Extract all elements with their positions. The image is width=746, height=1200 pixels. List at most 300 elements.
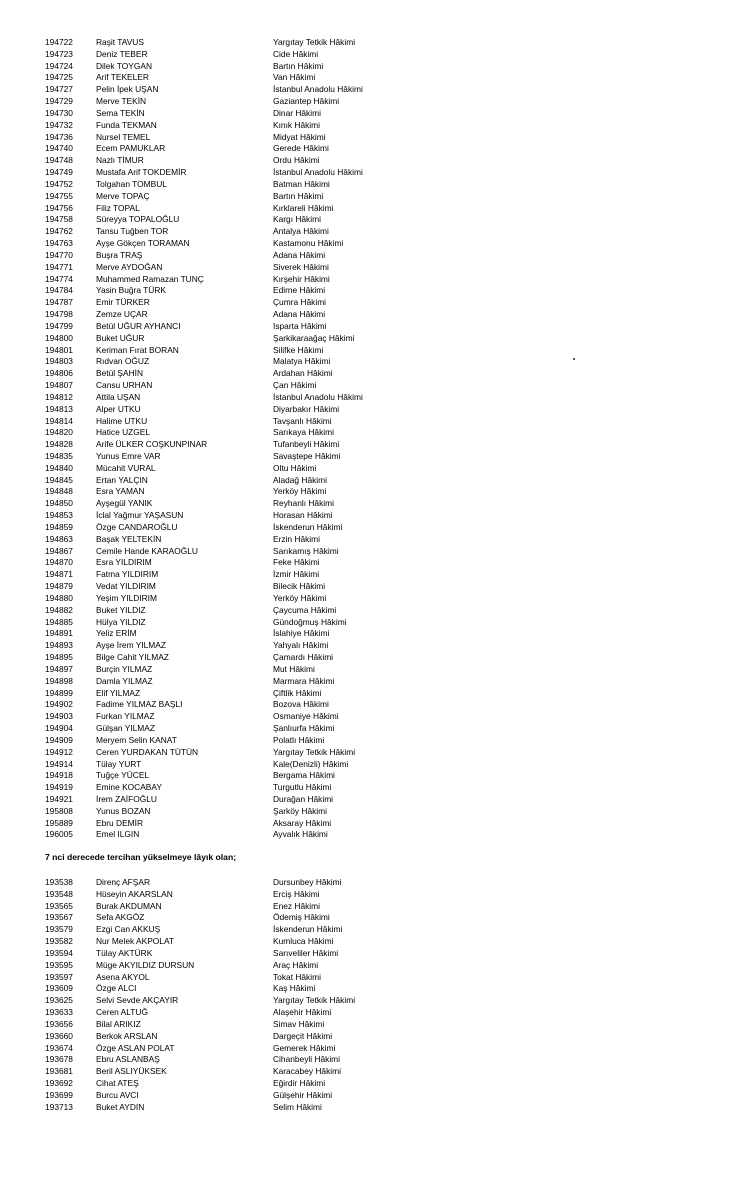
- assignment: Bartın Hâkimi: [273, 190, 324, 201]
- assignment: Tufanbeyli Hâkimi: [273, 439, 340, 450]
- assignment: Erciş Hâkimi: [273, 888, 320, 899]
- person-name: Cansu URHAN: [96, 380, 153, 391]
- person-name: Hüseyin AKARSLAN: [96, 888, 173, 899]
- registry-number: 194850: [45, 498, 73, 509]
- list-row: [0, 262, 746, 274]
- person-name: Fatma YILDIRIM: [96, 569, 159, 580]
- person-name: Müge AKYILDIZ DURSUN: [96, 959, 195, 970]
- list-row: [0, 1066, 746, 1078]
- list-row: [0, 1090, 746, 1102]
- assignment: Kırklareli Hâkimi: [273, 202, 334, 213]
- list-row: [0, 356, 746, 368]
- person-name: Selvi Sevde AKÇAYIR: [96, 995, 179, 1006]
- person-name: Furkan YILMAZ: [96, 711, 155, 722]
- assignment: Karacabey Hâkimi: [273, 1066, 341, 1077]
- registry-number: 194919: [45, 782, 73, 793]
- person-name: Attila UŞAN: [96, 391, 141, 402]
- registry-number: 194813: [45, 403, 73, 414]
- assignment: Diyarbakır Hâkimi: [273, 403, 340, 414]
- registry-number: 194859: [45, 521, 73, 532]
- registry-number: 194729: [45, 96, 73, 107]
- list-row: [0, 1007, 746, 1019]
- assignment: Kale(Denizli) Hâkimi: [273, 758, 349, 769]
- assignment: Cide Hâkimi: [273, 48, 319, 59]
- registry-number: 194882: [45, 604, 73, 615]
- registry-number: 194828: [45, 439, 73, 450]
- person-name: Esra YAMAN: [96, 486, 145, 497]
- person-name: Buşra TRAŞ: [96, 249, 143, 260]
- assignment: Marmara Hâkimi: [273, 675, 335, 686]
- person-name: Merve AYDOĞAN: [96, 261, 163, 272]
- registry-number: 194895: [45, 652, 73, 663]
- person-name: Ayşe Gökçen TORAMAN: [96, 238, 190, 249]
- list-row: [0, 321, 746, 333]
- assignment: Ardahan Hâkimi: [273, 368, 333, 379]
- assignment: Dursunbey Hâkimi: [273, 877, 342, 887]
- registry-number: 194771: [45, 261, 73, 272]
- list-row: [0, 676, 746, 688]
- person-name: Damla YILMAZ: [96, 675, 153, 686]
- assignment: Kargı Hâkimi: [273, 214, 321, 225]
- assignment: İskenderun Hâkimi: [273, 521, 343, 532]
- assignment: Tokat Hâkimi: [273, 971, 321, 982]
- list-row: [0, 285, 746, 297]
- registry-number: 194903: [45, 711, 73, 722]
- list-row: [0, 1031, 746, 1043]
- registry-number: 196005: [45, 829, 73, 840]
- person-name: Rıdvan OĞUZ: [96, 356, 150, 367]
- person-name: Keriman Fırat BORAN: [96, 344, 179, 355]
- registry-number: 193674: [45, 1042, 73, 1053]
- assignment: Savaştepe Hâkimi: [273, 450, 341, 461]
- list-row: [0, 652, 746, 664]
- person-name: Burçin YILMAZ: [96, 663, 153, 674]
- person-name: Zemze UÇAR: [96, 309, 148, 320]
- person-name: Nur Melek AKPOLAT: [96, 936, 175, 947]
- registry-number: 194880: [45, 592, 73, 603]
- person-name: Nazlı TİMUR: [96, 155, 144, 166]
- registry-number: 194752: [45, 178, 73, 189]
- list-row: [0, 203, 746, 215]
- assignment: Ödemiş Hâkimi: [273, 912, 330, 923]
- person-name: Buket UĞUR: [96, 332, 145, 343]
- list-row: [0, 1054, 746, 1066]
- registry-number: 194853: [45, 510, 73, 521]
- person-name: Ayşe İrem YILMAZ: [96, 640, 166, 651]
- registry-number: 194848: [45, 486, 73, 497]
- registry-number: 194898: [45, 675, 73, 686]
- registry-number: 194893: [45, 640, 73, 651]
- assignment: Ayvalık Hâkimi: [273, 829, 328, 840]
- assignment: Bilecik Hâkimi: [273, 581, 326, 592]
- registry-number: 194798: [45, 309, 73, 320]
- list-row: [0, 416, 746, 428]
- registry-number: 193594: [45, 947, 73, 958]
- list-row: [0, 569, 746, 581]
- person-name: Yasin Buğra TÜRK: [96, 285, 166, 296]
- list-row: [0, 617, 746, 629]
- person-name: Yunus Emre VAR: [96, 450, 161, 461]
- assignment: Tavşanlı Hâkimi: [273, 415, 332, 426]
- assignment: Kaş Hâkimi: [273, 983, 316, 994]
- person-name: Filiz TOPAL: [96, 202, 140, 213]
- assignment: Gündoğmuş Hâkimi: [273, 616, 347, 627]
- person-name: Halime UTKU: [96, 415, 148, 426]
- registry-number: 194814: [45, 415, 73, 426]
- list-row: [0, 427, 746, 439]
- assignment: Turgutlu Hâkimi: [273, 782, 332, 793]
- registry-number: 193678: [45, 1054, 73, 1065]
- person-name: Esra YILDIRIM: [96, 557, 152, 568]
- list-row: [0, 179, 746, 191]
- list-row: [0, 723, 746, 735]
- person-name: Ebru DEMİR: [96, 817, 144, 828]
- list-row: [0, 498, 746, 510]
- registry-number: 194756: [45, 202, 73, 213]
- assignment: Sarıveliler Hâkimi: [273, 947, 339, 958]
- assignment: Sarıkaya Hâkimi: [273, 427, 334, 438]
- registry-number: 193692: [45, 1078, 73, 1089]
- person-name: Sema TEKİN: [96, 107, 145, 118]
- person-name: İclal Yağmur YAŞASUN: [96, 510, 184, 521]
- registry-number: 194885: [45, 616, 73, 627]
- list-row: [0, 37, 746, 49]
- person-name: Direnç AFŞAR: [96, 877, 150, 887]
- person-name: Hülya YILDIZ: [96, 616, 146, 627]
- registry-number: 194725: [45, 72, 73, 83]
- assignment: Midyat Hâkimi: [273, 131, 326, 142]
- person-name: Arif TEKELER: [96, 72, 149, 83]
- assignment: İstanbul Anadolu Hâkimi: [273, 84, 363, 95]
- list-row: [0, 546, 746, 558]
- list-row: [0, 392, 746, 404]
- list-row: [0, 628, 746, 640]
- assignment: Enez Hâkimi: [273, 900, 321, 911]
- list-row: [0, 829, 746, 841]
- registry-number: 194787: [45, 297, 73, 308]
- person-name: Ayşegül YANIK: [96, 498, 153, 509]
- person-name: Özge ALCI: [96, 983, 137, 994]
- person-name: Tülay AKTÜRK: [96, 947, 153, 958]
- registry-number: 194724: [45, 60, 73, 71]
- list-row: [0, 368, 746, 380]
- registry-number: 194820: [45, 427, 73, 438]
- list-row: [0, 699, 746, 711]
- assignment: Çumra Hâkimi: [273, 297, 327, 308]
- person-name: Betül ŞAHİN: [96, 368, 144, 379]
- list-row: [0, 901, 746, 913]
- person-name: Alper UTKU: [96, 403, 141, 414]
- list-row: [0, 593, 746, 605]
- candidate-list-2: [0, 877, 746, 1114]
- assignment: Ordu Hâkimi: [273, 155, 320, 166]
- assignment: Siverek Hâkimi: [273, 261, 329, 272]
- candidate-list-1: [0, 37, 746, 841]
- person-name: Yeliz ERİM: [96, 628, 137, 639]
- registry-number: 194871: [45, 569, 73, 580]
- person-name: Ertan YALÇIN: [96, 474, 148, 485]
- registry-number: 194879: [45, 581, 73, 592]
- registry-number: 194727: [45, 84, 73, 95]
- assignment: Çamardı Hâkimi: [273, 652, 334, 663]
- assignment: Sarıkamış Hâkimi: [273, 545, 339, 556]
- registry-number: 194755: [45, 190, 73, 201]
- registry-number: 194899: [45, 687, 73, 698]
- person-name: Başak YELTEKİN: [96, 533, 162, 544]
- person-name: Gülşan YILMAZ: [96, 723, 155, 734]
- registry-number: 193633: [45, 1007, 73, 1018]
- list-row: [0, 759, 746, 771]
- person-name: Mücahit VURAL: [96, 462, 156, 473]
- list-row: [0, 1078, 746, 1090]
- assignment: Kumluca Hâkimi: [273, 936, 334, 947]
- person-name: Ezgi Can AKKUŞ: [96, 924, 161, 935]
- person-name: Tuğçe YÜCEL: [96, 770, 150, 781]
- assignment: Adana Hâkimi: [273, 309, 326, 320]
- assignment: Aksaray Hâkimi: [273, 817, 332, 828]
- person-name: Meryem Selin KANAT: [96, 734, 177, 745]
- registry-number: 194803: [45, 356, 73, 367]
- list-row: [0, 1102, 746, 1114]
- registry-number: 194835: [45, 450, 73, 461]
- section-heading: 7 nci derecede tercihan yükselmeye lâyık olan;: [45, 852, 237, 862]
- person-name: Emel ILGIN: [96, 829, 140, 840]
- registry-number: 194870: [45, 557, 73, 568]
- assignment: Isparta Hâkimi: [273, 320, 327, 331]
- person-name: Emine KOCABAY: [96, 782, 162, 793]
- registry-number: 194749: [45, 167, 73, 178]
- assignment: Şarkikaraağaç Hâkimi: [273, 332, 355, 343]
- assignment: Dargeçit Hâkimi: [273, 1030, 333, 1041]
- person-name: Beril ASLIYÜKSEK: [96, 1066, 167, 1077]
- registry-number: 194762: [45, 226, 73, 237]
- registry-number: 194904: [45, 723, 73, 734]
- list-row: [0, 167, 746, 179]
- assignment: Dinar Hâkimi: [273, 107, 321, 118]
- person-name: Ecem PAMUKLAR: [96, 143, 166, 154]
- registry-number: 194918: [45, 770, 73, 781]
- list-row: [0, 711, 746, 723]
- person-name: İrem ZAİFOĞLU: [96, 794, 157, 804]
- assignment: Polatlı Hâkimi: [273, 734, 325, 745]
- registry-number: 194770: [45, 249, 73, 260]
- list-row: [0, 664, 746, 676]
- person-name: Dilek TOYGAN: [96, 60, 153, 71]
- assignment: Antalya Hâkimi: [273, 226, 329, 237]
- person-name: Ceren YURDAKAN TÜTÜN: [96, 746, 199, 757]
- registry-number: 193538: [45, 877, 73, 887]
- assignment: Simav Hâkimi: [273, 1018, 325, 1029]
- person-name: Asena AKYOL: [96, 971, 150, 982]
- assignment: İslahiye Hâkimi: [273, 628, 330, 639]
- registry-number: 195808: [45, 805, 73, 816]
- registry-number: 194807: [45, 380, 73, 391]
- registry-number: 193625: [45, 995, 73, 1006]
- list-row: [0, 782, 746, 794]
- person-name: Deniz TEBER: [96, 48, 148, 59]
- registry-number: 194800: [45, 332, 73, 343]
- assignment: Horasan Hâkimi: [273, 510, 333, 521]
- registry-number: 194897: [45, 663, 73, 674]
- list-row: [0, 108, 746, 120]
- registry-number: 194812: [45, 391, 73, 402]
- assignment: Yerköy Hâkimi: [273, 486, 327, 497]
- registry-number: 193699: [45, 1089, 73, 1100]
- registry-number: 194722: [45, 37, 73, 47]
- list-row: [0, 581, 746, 593]
- person-name: Vedat YILDIRIM: [96, 581, 156, 592]
- list-row: [0, 912, 746, 924]
- person-name: Hatice UZGEL: [96, 427, 150, 438]
- assignment: İzmir Hâkimi: [273, 569, 320, 580]
- registry-number: 193582: [45, 936, 73, 947]
- list-row: [0, 735, 746, 747]
- list-row: [0, 794, 746, 806]
- person-name: Tolgahan TOMBUL: [96, 178, 167, 189]
- assignment: Bartın Hâkimi: [273, 60, 324, 71]
- assignment: Alaşehir Hâkimi: [273, 1007, 332, 1018]
- person-name: Özge ASLAN POLAT: [96, 1042, 175, 1053]
- registry-number: 194758: [45, 214, 73, 225]
- registry-number: 194763: [45, 238, 73, 249]
- list-row: [0, 486, 746, 498]
- list-row: [0, 818, 746, 830]
- assignment: Çaycuma Hâkimi: [273, 604, 337, 615]
- registry-number: 193713: [45, 1101, 73, 1112]
- list-row: [0, 877, 746, 889]
- person-name: Cihat ATEŞ: [96, 1078, 139, 1089]
- assignment: Edirne Hâkimi: [273, 285, 326, 296]
- person-name: Berkok ARSLAN: [96, 1030, 158, 1041]
- registry-number: 193597: [45, 971, 73, 982]
- registry-number: 194891: [45, 628, 73, 639]
- registry-number: 194921: [45, 794, 73, 804]
- assignment: İskenderun Hâkimi: [273, 924, 343, 935]
- assignment: Araç Hâkimi: [273, 959, 319, 970]
- list-row: [0, 84, 746, 96]
- list-row: [0, 333, 746, 345]
- assignment: Silifke Hâkimi: [273, 344, 324, 355]
- assignment: Kırşehir Hâkimi: [273, 273, 330, 284]
- assignment: Yargıtay Tetkik Hâkimi: [273, 37, 356, 47]
- person-name: Cemile Hande KARAOĞLU: [96, 545, 198, 556]
- assignment: Çiftlik Hâkimi: [273, 687, 322, 698]
- list-row: [0, 451, 746, 463]
- registry-number: 194914: [45, 758, 73, 769]
- assignment: Selim Hâkimi: [273, 1101, 322, 1112]
- assignment: Reyhanlı Hâkimi: [273, 498, 334, 509]
- person-name: Buket AYDIN: [96, 1101, 145, 1112]
- assignment: Cihanbeyli Hâkimi: [273, 1054, 341, 1065]
- list-row: [0, 948, 746, 960]
- registry-number: 193567: [45, 912, 73, 923]
- list-row: [0, 143, 746, 155]
- assignment: Şanlıurfa Hâkimi: [273, 723, 335, 734]
- registry-number: 194801: [45, 344, 73, 355]
- list-row: [0, 936, 746, 948]
- assignment: Durağan Hâkimi: [273, 794, 334, 804]
- assignment: Aladağ Hâkimi: [273, 474, 327, 485]
- assignment: Kınık Hâkimi: [273, 119, 321, 130]
- person-name: Özge CANDAROĞLU: [96, 521, 178, 532]
- list-row: [0, 274, 746, 286]
- list-row: [0, 380, 746, 392]
- assignment: Yerköy Hâkimi: [273, 592, 327, 603]
- person-name: Süreyya TOPALOĞLU: [96, 214, 180, 225]
- registry-number: 193579: [45, 924, 73, 935]
- registry-number: 194902: [45, 699, 73, 710]
- list-row: [0, 345, 746, 357]
- list-row: [0, 214, 746, 226]
- registry-number: 193609: [45, 983, 73, 994]
- person-name: Buket YILDIZ: [96, 604, 146, 615]
- assignment: Yahyalı Hâkimi: [273, 640, 329, 651]
- person-name: Sefa AKGÖZ: [96, 912, 145, 923]
- list-row: [0, 972, 746, 984]
- person-name: Betül UĞUR AYHANCI: [96, 320, 181, 331]
- person-name: Muhammed Ramazan TUNÇ: [96, 273, 204, 284]
- assignment: İstanbul Anadolu Hâkimi: [273, 167, 363, 178]
- assignment: Eğirdir Hâkimi: [273, 1078, 326, 1089]
- registry-number: 194732: [45, 119, 73, 130]
- person-name: Yunus BOZAN: [96, 805, 151, 816]
- registry-number: 194774: [45, 273, 73, 284]
- list-row: [0, 463, 746, 475]
- registry-number: 194806: [45, 368, 73, 379]
- list-row: [0, 404, 746, 416]
- list-row: [0, 806, 746, 818]
- assignment: Gerede Hâkimi: [273, 143, 329, 154]
- person-name: Bilge Cahit YILMAZ: [96, 652, 169, 663]
- list-row: [0, 995, 746, 1007]
- person-name: Burak AKDUMAN: [96, 900, 162, 911]
- list-row: [0, 924, 746, 936]
- assignment: Malatya Hâkimi: [273, 356, 331, 367]
- assignment: Çan Hâkimi: [273, 380, 317, 391]
- list-row: [0, 889, 746, 901]
- list-row: [0, 770, 746, 782]
- registry-number: 193548: [45, 888, 73, 899]
- person-name: Nursel TEMEL: [96, 131, 151, 142]
- registry-number: 194909: [45, 734, 73, 745]
- registry-number: 194867: [45, 545, 73, 556]
- registry-number: 193565: [45, 900, 73, 911]
- list-row: [0, 557, 746, 569]
- registry-number: 194840: [45, 462, 73, 473]
- registry-number: 194723: [45, 48, 73, 59]
- registry-number: 194748: [45, 155, 73, 166]
- list-row: [0, 1043, 746, 1055]
- assignment: Gülşehir Hâkimi: [273, 1089, 333, 1100]
- person-name: Tansu Tuğben TOR: [96, 226, 169, 237]
- person-name: Elif YILMAZ: [96, 687, 141, 698]
- person-name: Arife ÜLKER COŞKUNPINAR: [96, 439, 208, 450]
- list-row: [0, 297, 746, 309]
- assignment: Yargıtay Tetkik Hâkimi: [273, 995, 356, 1006]
- list-row: [0, 688, 746, 700]
- list-row: [0, 309, 746, 321]
- list-row: [0, 96, 746, 108]
- person-name: Fadime YILMAZ BAŞLI: [96, 699, 183, 710]
- list-row: [0, 1019, 746, 1031]
- registry-number: 194736: [45, 131, 73, 142]
- list-row: [0, 72, 746, 84]
- list-row: [0, 226, 746, 238]
- registry-number: 194863: [45, 533, 73, 544]
- registry-number: 194784: [45, 285, 73, 296]
- list-row: [0, 250, 746, 262]
- assignment: Adana Hâkimi: [273, 249, 326, 260]
